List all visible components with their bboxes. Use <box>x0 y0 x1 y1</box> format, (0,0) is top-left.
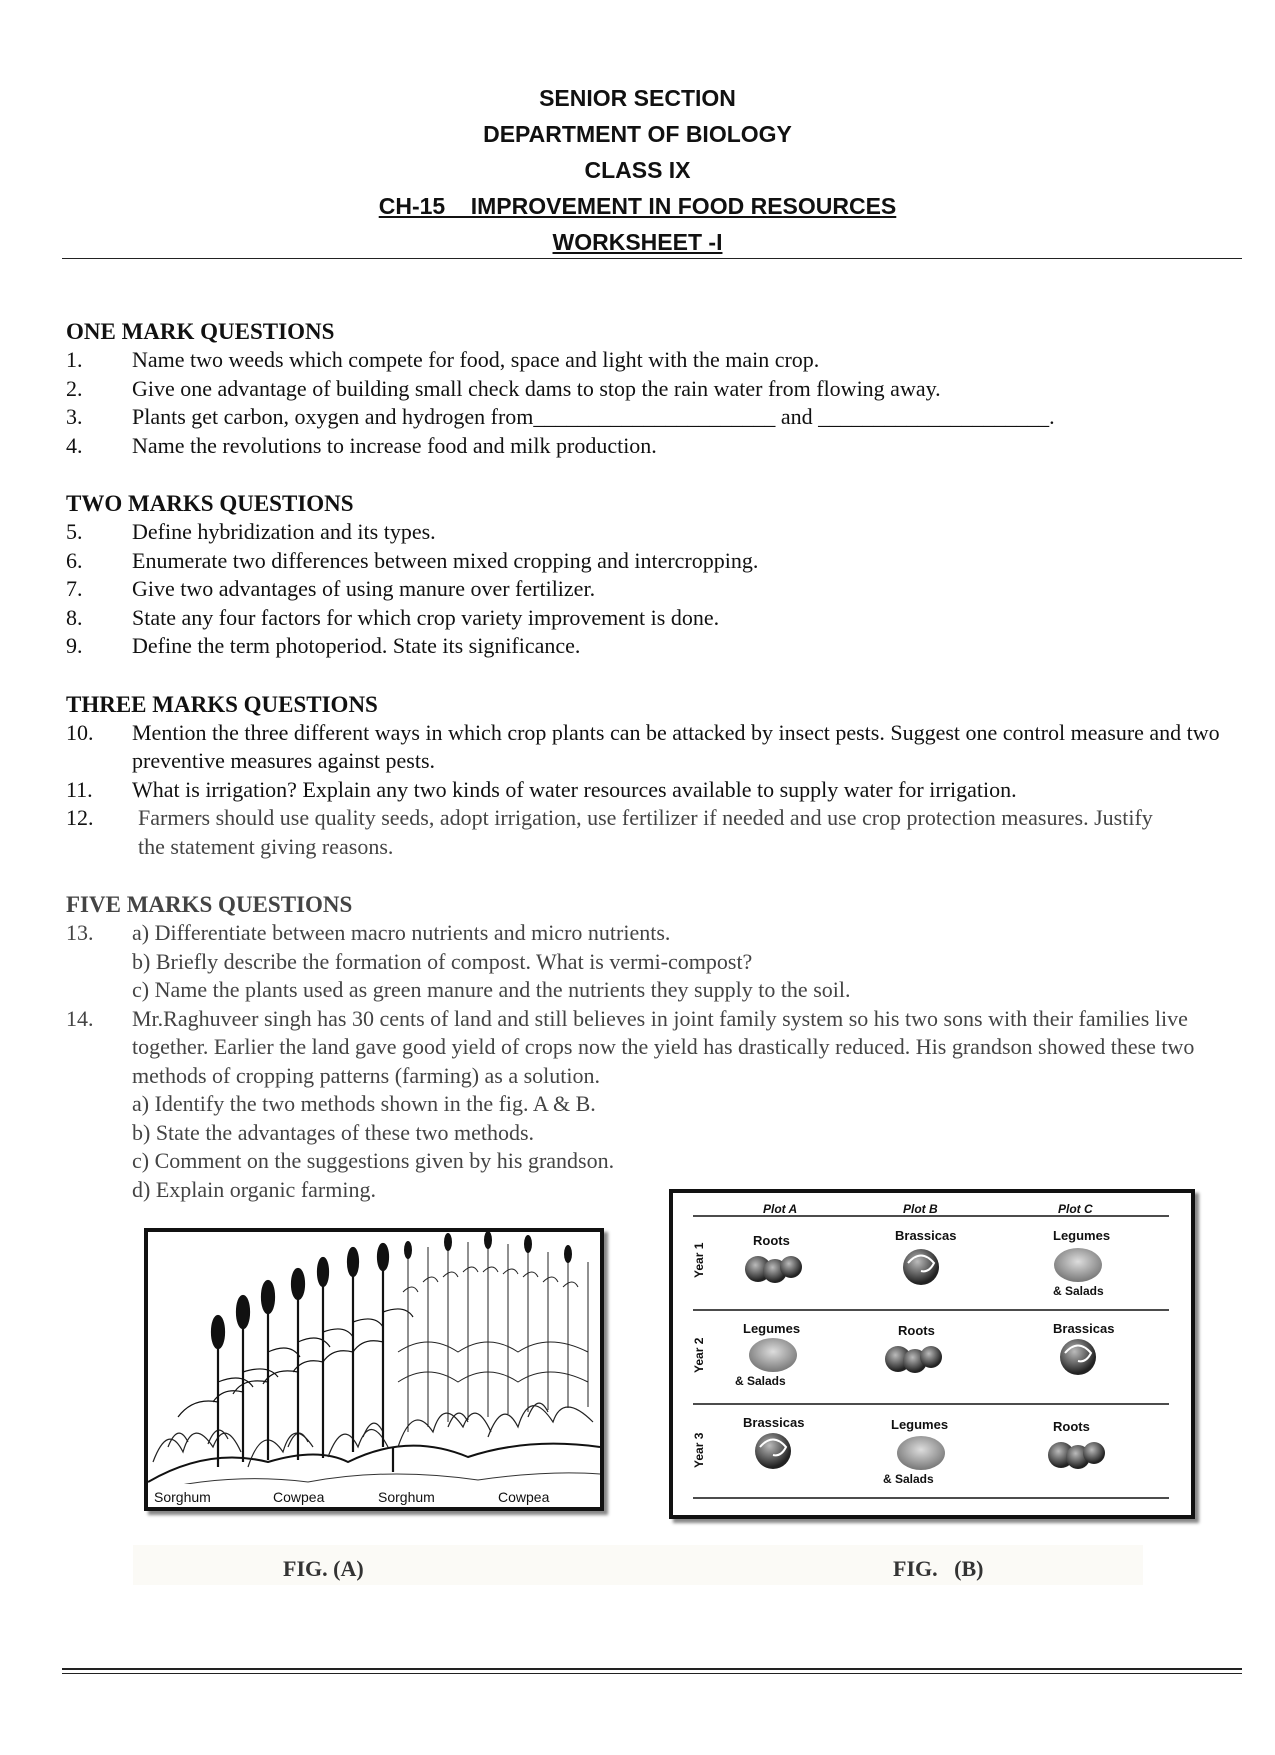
crop-label: Legumes <box>1053 1228 1111 1243</box>
question-text: What is irrigation? Explain any two kinds of water resources available to supply water for irrigation. <box>132 776 1017 802</box>
question-text: a) Differentiate between macro nutrients and micro nutrients. <box>132 920 671 945</box>
question-subpart: a) Identify the two methods shown in the fig. A & B. <box>132 1091 596 1116</box>
roots-icon <box>745 1256 802 1283</box>
question-text: Name the revolutions to increase food and milk production. <box>132 432 657 458</box>
question-subpart: d) Explain organic farming. <box>132 1176 376 1202</box>
question-number: 8. <box>66 604 83 630</box>
question-item <box>66 518 1246 547</box>
crop-label: Roots <box>898 1323 935 1338</box>
crop-label: Roots <box>1053 1419 1090 1434</box>
section-title-one-mark: ONE MARK QUESTIONS <box>66 319 335 344</box>
question-number: 5. <box>66 519 83 544</box>
intercropping-illustration <box>148 1232 600 1507</box>
question-text: State any four factors for which crop variety improvement is done. <box>132 604 720 630</box>
section-title-five-marks: FIVE MARKS QUESTIONS <box>66 892 353 917</box>
worksheet-header <box>0 80 1275 260</box>
question-item <box>66 432 1246 461</box>
figure-a-label: Sorghum <box>154 1489 211 1505</box>
roots-icon <box>1048 1442 1105 1469</box>
figure-b-crop-rotation <box>669 1189 1195 1519</box>
question-number: 6. <box>66 547 83 573</box>
crop-label: & Salads <box>735 1374 786 1388</box>
year-label: Year 1 <box>692 1242 706 1278</box>
question-item <box>66 776 1246 805</box>
plot-a-header: Plot A <box>763 1202 798 1216</box>
figure-a-label: Sorghum <box>378 1489 435 1505</box>
question-subpart: b) State the advantages of these two methods. <box>132 1119 535 1145</box>
question-text: Enumerate two differences between mixed cropping and intercropping. <box>132 547 759 573</box>
section-title-three-marks: THREE MARKS QUESTIONS <box>66 691 378 717</box>
brassica-icon <box>903 1249 939 1285</box>
brassica-icon <box>1060 1339 1096 1375</box>
legume-icon <box>749 1338 797 1372</box>
question-item <box>66 804 1246 861</box>
question-number: 4. <box>66 432 83 458</box>
question-number: 14. <box>66 1005 94 1031</box>
crop-label: Roots <box>753 1233 790 1248</box>
question-number: 7. <box>66 576 83 601</box>
question-item <box>66 719 1246 776</box>
legume-icon <box>1054 1248 1102 1282</box>
crop-label: Brassicas <box>895 1228 957 1243</box>
question-item <box>66 346 1246 375</box>
question-number: 10. <box>66 719 94 745</box>
question-text: Farmers should use quality seeds, adopt irrigation, use fertilizer if needed and use crop protection measures. Justify the statement giving reasons. <box>138 805 1153 859</box>
crop-label: Legumes <box>891 1417 949 1432</box>
question-number: 2. <box>66 375 83 401</box>
figure-a-caption: FIG. (A) <box>283 1556 364 1581</box>
worksheet-title: WORKSHEET -I <box>552 229 723 255</box>
question-number: 9. <box>66 633 83 658</box>
brassica-icon <box>755 1433 791 1469</box>
question-item <box>66 919 1246 948</box>
question-subpart: b) Briefly describe the formation of compost. What is vermi-compost? <box>132 948 753 974</box>
plot-b-header: Plot B <box>903 1202 938 1216</box>
question-text: Define hybridization and its types. <box>132 519 436 544</box>
question-number: 3. <box>66 404 83 429</box>
question-item <box>66 375 1246 404</box>
year-label: Year 2 <box>692 1337 706 1373</box>
school-section: SENIOR SECTION <box>539 85 736 111</box>
figure-a-label: Cowpea <box>498 1489 550 1505</box>
header-divider <box>62 258 1242 259</box>
crop-label: Brassicas <box>743 1415 805 1430</box>
chapter-title: CH-15 IMPROVEMENT IN FOOD RESOURCES <box>378 193 897 219</box>
crop-rotation-chart <box>673 1193 1191 1515</box>
figure-a-label: Cowpea <box>273 1489 325 1505</box>
crop-label: & Salads <box>883 1472 934 1486</box>
crop-label: Brassicas <box>1053 1321 1115 1336</box>
question-item <box>66 403 1246 432</box>
figure-b-caption: FIG. (B) <box>893 1556 984 1581</box>
roots-icon <box>885 1346 942 1373</box>
crop-label: Legumes <box>743 1321 801 1336</box>
footer-divider <box>62 1668 1242 1670</box>
question-number: 13. <box>66 920 94 945</box>
question-item <box>66 1005 1246 1091</box>
crop-label: & Salads <box>1053 1284 1104 1298</box>
question-item <box>66 604 1246 633</box>
question-text: Mention the three different ways in which crop plants can be attacked by insect pests. Suggest one control measure and two preventive measures against pests. <box>132 719 1220 773</box>
questions-body <box>66 318 1246 1204</box>
question-item <box>66 632 1246 661</box>
question-item <box>66 547 1246 576</box>
question-text: Name two weeds which compete for food, space and light with the main crop. <box>132 347 820 372</box>
figure-a-intercropping <box>144 1228 604 1511</box>
question-text: Plants get carbon, oxygen and hydrogen from______________________ and _____________________. <box>132 404 1055 429</box>
question-text: Define the term photoperiod. State its significance. <box>132 633 581 658</box>
plot-c-header: Plot C <box>1058 1202 1093 1216</box>
question-text: Give one advantage of building small check dams to stop the rain water from flowing away. <box>132 375 941 401</box>
legume-icon <box>897 1436 945 1470</box>
question-number: 12. <box>66 805 94 830</box>
question-text: Mr.Raghuveer singh has 30 cents of land and still believes in joint family system so his two sons with their families live together. Earlier the land gave good yield of crops now the yield has drastically reduced. His grandson showed these two methods of cropping patterns (farming) as a solution. <box>132 1005 1195 1088</box>
question-subpart: c) Comment on the suggestions given by his grandson. <box>132 1148 615 1173</box>
question-text: Give two advantages of using manure over fertilizer. <box>132 576 596 601</box>
question-number: 11. <box>66 776 93 802</box>
year-label: Year 3 <box>692 1432 706 1468</box>
footer-divider <box>62 1673 1242 1674</box>
class-name: CLASS IX <box>584 157 691 183</box>
question-item <box>66 575 1246 604</box>
section-title-two-marks: TWO MARKS QUESTIONS <box>66 491 354 516</box>
question-number: 1. <box>66 347 83 372</box>
question-subpart: c) Name the plants used as green manure and the nutrients they supply to the soil. <box>132 977 851 1002</box>
department-name: DEPARTMENT OF BIOLOGY <box>483 121 792 147</box>
